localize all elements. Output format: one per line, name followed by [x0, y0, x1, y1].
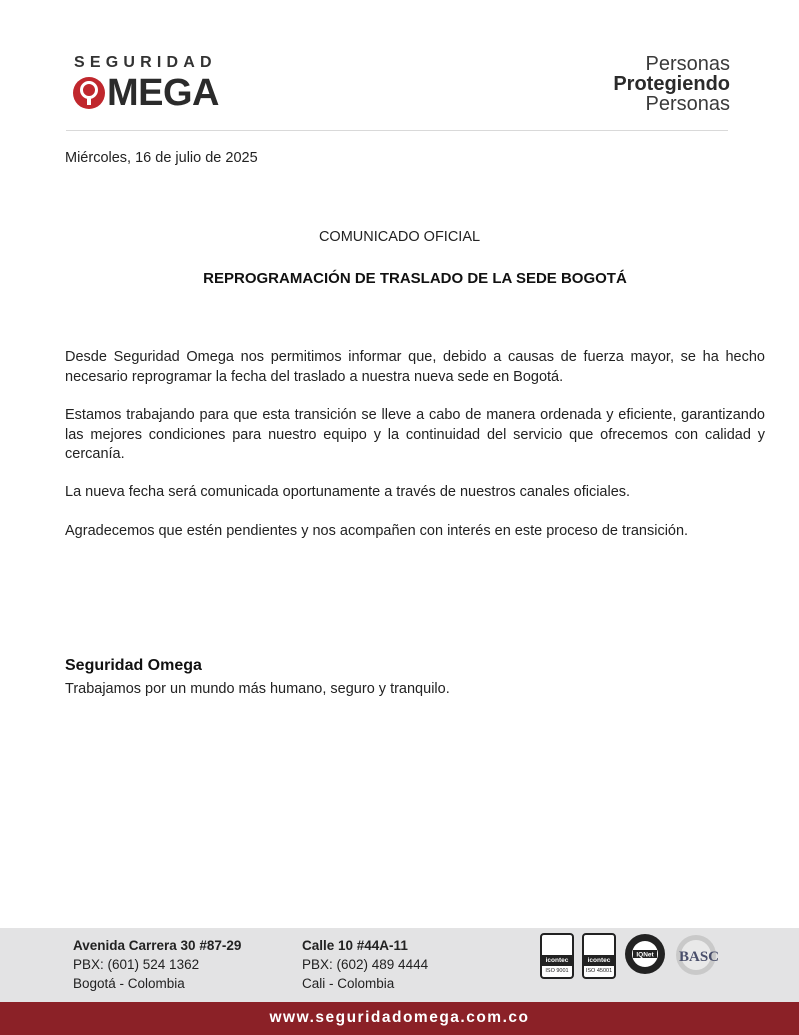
letter-label: COMUNICADO OFICIAL: [318, 229, 481, 245]
website-bar: [0, 1002, 799, 1035]
tagline-line-1: Personas: [645, 53, 730, 75]
address-phone: PBX: (602) 489 4444: [302, 957, 429, 972]
cert-standard: ISO 45001: [585, 968, 613, 974]
certifications: [540, 933, 732, 995]
address-bogota: [73, 936, 241, 993]
letter-title: REPROGRAMACIÓN DE TRASLADO DE LA SEDE BOGOTÁ: [203, 270, 627, 287]
header-tagline: [613, 54, 730, 114]
basc-seal-icon: [674, 933, 724, 977]
paragraph-1: Desde Seguridad Omega nos permitimos informar que, debido a causas de fuerza mayor, se ha hecho necesario reprogramar la fecha del traslado a nuestra nueva sede en Bogotá.: [65, 349, 765, 385]
paragraph-4: Agradecemos que estén pendientes y nos acompañen con interés en este proceso de transición.: [65, 523, 689, 539]
cert-basc: [674, 933, 724, 977]
basc-label: BASC: [678, 949, 720, 965]
website-link[interactable]: www.seguridadomega.com.co: [269, 1009, 530, 1026]
address-line: Avenida Carrera 30 #87-29: [73, 938, 242, 953]
cert-brand: icontec: [542, 955, 572, 966]
iqnet-seal-icon: [624, 933, 666, 975]
logo-top-text: SEGURIDAD: [74, 54, 217, 71]
address-city: Cali - Colombia: [302, 976, 395, 991]
address-phone: PBX: (601) 524 1362: [73, 957, 200, 972]
paragraph-3: La nueva fecha será comunicada oportunamente a través de nuestros canales oficiales.: [65, 484, 631, 500]
header-divider: [66, 130, 728, 131]
letter-date: Miércoles, 16 de julio de 2025: [65, 150, 258, 166]
footer: [0, 928, 799, 1002]
paragraph-2: Estamos trabajando para que esta transición se lleve a cabo de manera ordenada y eficiente, garantizando las mejores condiciones para nuestro equipo y la continuidad del servicio que ofrecemos con calidad y cercanía.: [65, 407, 765, 462]
signature-name: Seguridad Omega: [65, 657, 202, 674]
address-cali: [302, 936, 428, 993]
tagline-line-2: Protegiendo: [613, 73, 730, 95]
tagline-line-3: Personas: [645, 93, 730, 115]
icontec-badge-icon: [540, 933, 574, 979]
signature-tagline: Trabajamos por un mundo más humano, seguro y tranquilo.: [65, 681, 450, 697]
company-logo: [72, 54, 242, 114]
logo-main-text: MEGA: [107, 72, 219, 114]
cert-brand: icontec: [584, 955, 614, 966]
address-line: Calle 10 #44A-11: [302, 938, 408, 953]
cert-iso-9001: [540, 933, 574, 979]
omega-keyhole-icon: [72, 76, 106, 110]
logo-main: [72, 73, 219, 113]
address-city: Bogotá - Colombia: [73, 976, 185, 991]
icontec-badge-icon: [582, 933, 616, 979]
iqnet-label: IQNet: [636, 951, 654, 959]
cert-standard: ISO 9001: [545, 968, 569, 974]
cert-iso-45001: [582, 933, 616, 979]
cert-iqnet: [624, 933, 666, 975]
